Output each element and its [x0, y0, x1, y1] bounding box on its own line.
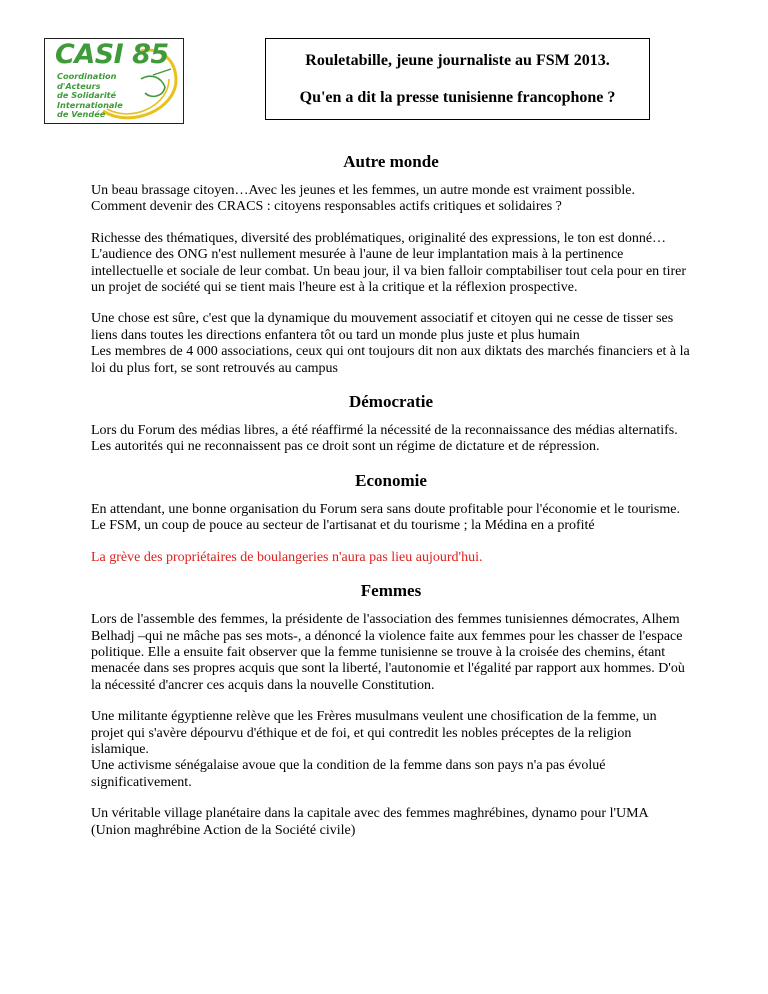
document-title: Rouletabille, jeune journaliste au FSM 2013. — [305, 52, 610, 69]
section-democratie — [91, 392, 691, 456]
logo-subtitle-line: Coordination — [57, 71, 117, 81]
paragraph-line: Une chose est sûre, c'est que la dynamique du mouvement associatif et citoyen qui ne cesse de tisser ses liens dans toutes les directions enfantera tôt ou tard un monde plus juste et plus humain — [91, 311, 674, 343]
paragraph — [91, 709, 691, 791]
section-heading: Autre monde — [343, 152, 439, 171]
paragraph: Richesse des thématiques, diversité des problématiques, originalité des expressions, le ton est donné…L'audience des ONG n'est nullement mesurée à l'aune de leur implantation mais à la pertinence intellectuelle et sociale de leur combat. Un beau jour, il va bien falloir comptabiliser tout cela pour en tirer un projet de société qui se tient mais l'heure est à la critique et la réflexion prospective. — [91, 230, 686, 296]
logo-title: CASI 85 — [55, 39, 169, 70]
logo-subtitle-line: de Vendée — [57, 109, 106, 120]
paragraph-line: En attendant, une bonne organisation du Forum sera sans doute profitable pour l'économie et le tourisme. — [91, 501, 680, 517]
paragraph-line: Une militante égyptienne relève que les Frères musulmans veulent une chosification de la femme, un projet qui s'avère dépourvu d'éthique et de foi, et qui contredit les nobles préceptes de la religion islamique. — [91, 709, 657, 757]
paragraph — [91, 311, 691, 377]
paragraph — [91, 502, 691, 535]
logo-subtitle-line: de Solidarité — [57, 90, 117, 101]
section-heading: Démocratie — [348, 392, 433, 412]
paragraph-line: Un beau brassage citoyen…Avec les jeunes et les femmes, un autre monde est vraiment possible. — [91, 183, 636, 198]
document-title-box — [265, 38, 650, 120]
casi85-logo — [44, 38, 184, 124]
section-autre-monde — [91, 152, 691, 377]
paragraph-line: Le FSM, un coup de pouce au secteur de l'artisanat et du tourisme ; la Médina en a profité — [91, 518, 595, 534]
paragraph: Lors de l'assemble des femmes, la présidente de l'association des femmes tunisiennes démocrates, Alhem Belhadj –qui ne mâche pas ses mots-, a dénoncé la violence faite aux femmes pour les chasser de l'espace politique. Elle a ensuite fait observer que la femme tunisienne se trouve à la croisée des chemins, étant menacée dans ses propres acquis que sont la liberté, l'autonomie et l'égalité par rapport aux hommes. D'où la nécessité d'ancrer ces acquis dans la nouvelle Constitution. — [91, 612, 685, 693]
paragraph: Un véritable village planétaire dans la capitale avec des femmes maghrébines, dynamo pour l'UMA (Union maghrébine Action de la Société civile) — [91, 806, 648, 838]
section-femmes — [91, 581, 691, 839]
section-heading: Economie — [355, 470, 427, 490]
paragraph: Lors du Forum des médias libres, a été réaffirmé la nécessité de la reconnaissance des médias alternatifs. Les autorités qui ne reconnaissent pas ce droit sont un régime de dictature et de répression. — [91, 423, 678, 455]
paragraph-line: Comment devenir des CRACS : citoyens responsables actifs critiques et solidaires ? — [91, 199, 562, 215]
section-economie — [91, 471, 691, 566]
paragraph-line: Les membres de 4 000 associations, ceux qui ont toujours dit non aux diktats des marchés financiers et à la loi du plus fort, se sont retrouvés au campus — [91, 344, 690, 376]
highlighted-paragraph: La grève des propriétaires de boulangeries n'aura pas lieu aujourd'hui. — [91, 549, 483, 565]
logo-subtitle-line: Internationale — [57, 99, 123, 110]
paragraph-line: Une activisme sénégalaise avoue que la condition de la femme dans son pays n'a pas évolué significativement. — [91, 758, 606, 790]
section-heading: Femmes — [360, 581, 422, 601]
paragraph — [91, 183, 691, 216]
document-subtitle: Qu'en a dit la presse tunisienne francophone ? — [299, 89, 616, 106]
logo-subtitle-line: d'Acteurs — [57, 80, 101, 91]
logo-subtitle — [57, 72, 137, 120]
article-body — [91, 152, 691, 854]
